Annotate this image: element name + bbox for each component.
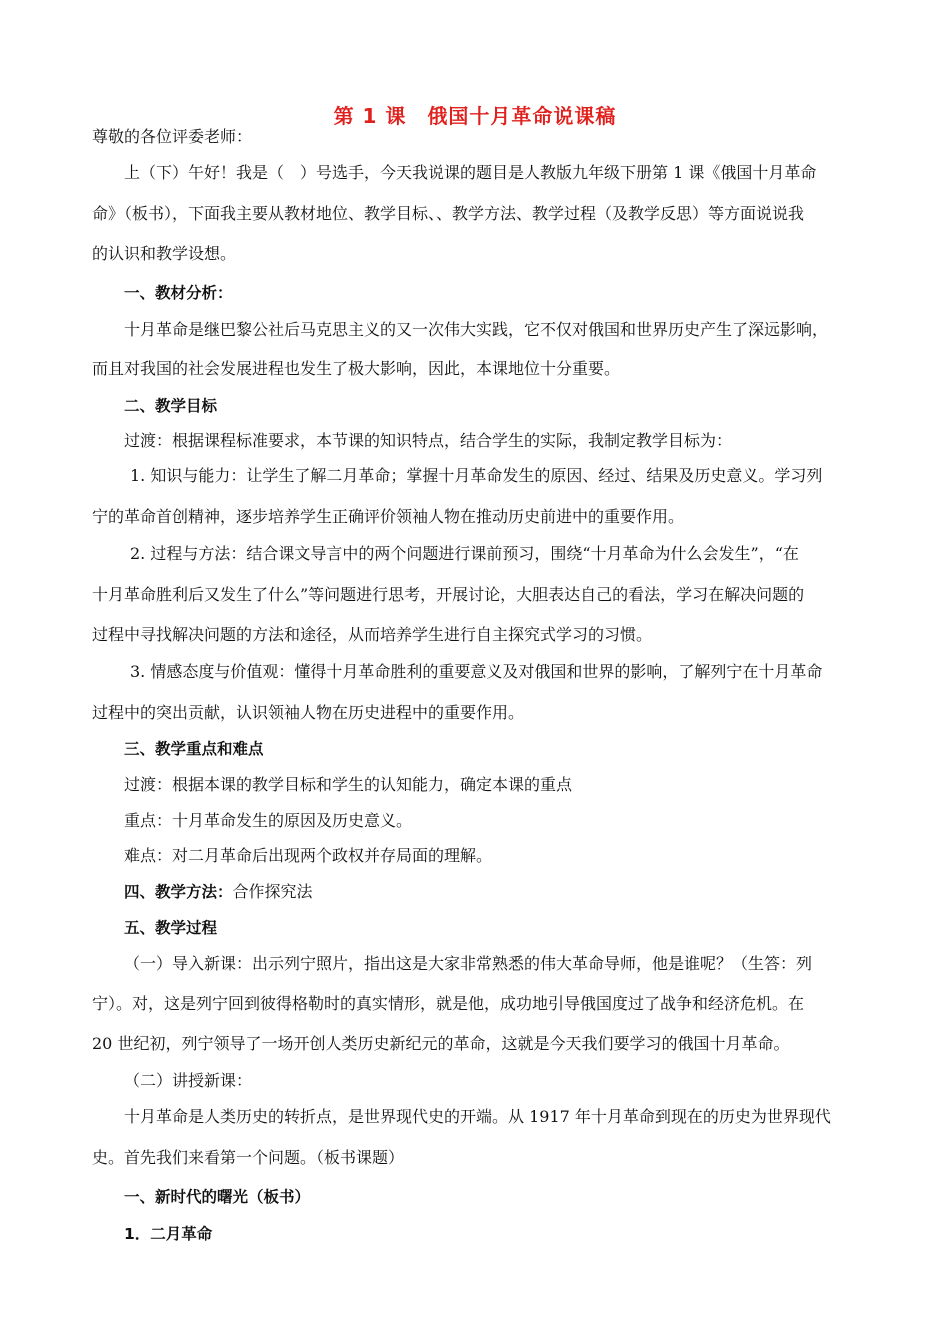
process1-line-3: 20 世纪初，列宁领导了一场开创人类历史新纪元的革命，这就是今天我们要学习的俄国十月革命。 xyxy=(92,1034,790,1053)
page-title: 第 1 课 俄国十月革命说课稿 xyxy=(333,104,617,128)
key-point: 重点：十月革命发生的原因及历史意义。 xyxy=(124,811,413,830)
section-heading-3: 三、教学重点和难点 xyxy=(124,740,264,758)
goal3-line-1: 3. 情感态度与价值观：懂得十月革命胜利的重要意义及对俄国和世界的影响，了解列宁在十月革命 xyxy=(130,662,823,681)
intro-line-3: 的认识和教学设想。 xyxy=(92,244,237,263)
subheading-2: 1．二月革命 xyxy=(124,1225,213,1243)
process3-line-2: 史。首先我们来看第一个问题。（板书课题） xyxy=(92,1148,405,1167)
subheading-1: 一、新时代的曙光（板书） xyxy=(124,1188,311,1206)
process2-line: （二）讲授新课： xyxy=(124,1071,253,1090)
goal2-line-3: 过程中寻找解决问题的方法和途径，从而培养学生进行自主探究式学习的习惯。 xyxy=(92,625,653,644)
section-heading-2: 二、教学目标 xyxy=(124,397,218,415)
section-heading-4: 四、教学方法： xyxy=(124,883,233,901)
teaching-method: 合作探究法 xyxy=(232,882,313,901)
section1-line-1: 十月革命是继巴黎公社后马克思主义的又一次伟大实践，它不仅对俄国和世界历史产生了深远影响， xyxy=(124,320,829,339)
section4-line xyxy=(124,882,313,902)
intro-line-1: 上（下）午好！我是（ ）号选手，今天我说课的题目是人教版九年级下册第 1 课《俄国十月革命 xyxy=(124,163,817,182)
intro-line-2: 命》（板书），下面我主要从教材地位、教学目标、、教学方法、教学过程（及教学反思）等方面说说我 xyxy=(92,204,805,223)
section-heading-1: 一、教材分析： xyxy=(124,284,233,302)
section1-line-2: 而且对我国的社会发展进程也发生了极大影响，因此，本课地位十分重要。 xyxy=(92,359,621,378)
goal2-line-2: 十月革命胜利后又发生了什么”等问题进行思考，开展讨论，大胆表达自己的看法，学习在解决问题的 xyxy=(92,585,805,604)
process3-line-1: 十月革命是人类历史的转折点，是世界现代史的开端。从 1917 年十月革命到现在的历史为世界现代 xyxy=(124,1107,831,1126)
goal1-line-1: 1. 知识与能力：让学生了解二月革命；掌握十月革命发生的原因、经过、结果及历史意义。学习列 xyxy=(130,466,823,485)
goal3-line-2: 过程中的突出贡献，认识领袖人物在历史进程中的重要作用。 xyxy=(92,703,525,722)
process1-line-1: （一）导入新课：出示列宁照片，指出这是大家非常熟悉的伟大革命导师，他是谁呢？（生答：列 xyxy=(124,954,813,973)
difficult-point: 难点：对二月革命后出现两个政权并存局面的理解。 xyxy=(124,846,493,865)
goal1-line-2: 宁的革命首创精神，逐步培养学生正确评价领袖人物在推动历史前进中的重要作用。 xyxy=(92,507,685,526)
section2-transition: 过渡：根据课程标准要求，本节课的知识特点，结合学生的实际，我制定教学目标为： xyxy=(124,431,733,450)
goal2-line-1: 2. 过程与方法：结合课文导言中的两个问题进行课前预习，围绕“十月革命为什么会发生”，“在 xyxy=(130,544,799,563)
section3-transition: 过渡：根据本课的教学目标和学生的认知能力，确定本课的重点 xyxy=(124,775,573,794)
process1-line-2: 宁）。对，这是列宁回到彼得格勒时的真实情形，就是他，成功地引导俄国度过了战争和经济危机。在 xyxy=(92,994,805,1013)
section-heading-5: 五、教学过程 xyxy=(124,919,218,937)
greeting: 尊敬的各位评委老师： xyxy=(92,127,253,146)
